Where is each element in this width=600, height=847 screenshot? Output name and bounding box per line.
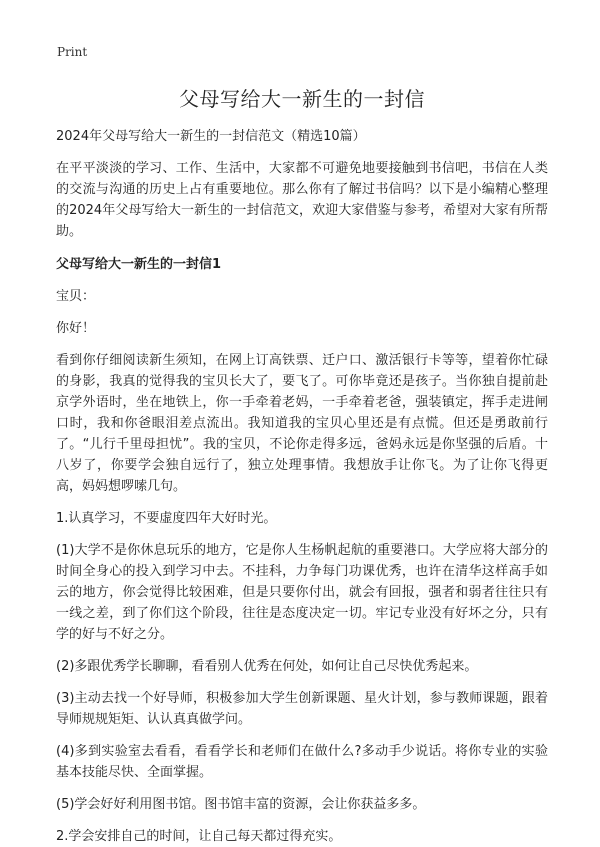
point-1-item-2: (2)多跟优秀学长聊聊，看看别人优秀在何处，如何让自己尽快优秀起来。 <box>56 659 478 674</box>
point-2-heading: 2.学会安排自己的时间，让自己每天都过得充实。 <box>56 829 342 844</box>
document-title: 父母写给大一新生的一封信 <box>179 87 425 111</box>
print-label: Print <box>57 45 88 59</box>
point-1-heading: 1.认真学习，不要虚度四年大好时光。 <box>56 511 277 526</box>
letter-salutation: 你好！ <box>56 321 96 336</box>
point-1-item-4: (4)多到实验室去看看，看看学长和老师们在做什么?多动手少说话。将你专业的实验基本技能尽快、全面掌握。 <box>56 744 548 780</box>
letter-body-paragraph: 看到你仔细阅读新生须知，在网上订高铁票、迁户口、激活银行卡等等，望着你忙碌的身影，我真的觉得我的宝贝长大了，要飞了。可你毕竟还是孩子。当你独自提前赴京学外语时，坐在地铁上，你一手牵着老妈，一手牵着老爸，强装镇定，挥手走进闸口时，我和你爸眼泪差点流出。我知道我的宝贝心里还是有点慌。但还是勇敢前行了。“儿行千里母担忧”。我的宝贝，不论你走得多远，爸妈永远是你坚强的后盾。十八岁了，你要学会独自远行了，独立处理事情。我想放手让你飞。为了让你飞得更高，妈妈想啰嗦几句。 <box>56 353 548 494</box>
document-subtitle: 2024年父母写给大一新生的一封信范文（精选10篇） <box>56 129 366 144</box>
point-1-item-3: (3)主动去找一个好导师，积极参加大学生创新课题、星火计划，参与教师课题，跟着导师规规矩矩、认认真真做学问。 <box>56 691 548 727</box>
point-1-item-5: (5)学会好好利用图书馆。图书馆丰富的资源，会让你获益多多。 <box>56 797 426 812</box>
section-heading: 父母写给大一新生的一封信1 <box>56 257 222 272</box>
point-1-item-1: (1)大学不是你休息玩乐的地方，它是你人生杨帆起航的重要港口。大学应将大部分的时间全身心的投入到学习中去。不挂科，力争每门功课优秀，也许在清华这样高手如云的地方，你会觉得比较困难，但是只要你付出，就会有回报，强者和弱者往往只有一线之差，到了你们这个阶段，往往是态度决定一切。牢记专业没有好坏之分，只有学的好与不好之分。 <box>56 543 548 642</box>
letter-greeting: 宝贝： <box>56 289 96 304</box>
intro-paragraph: 在平平淡淡的学习、工作、生活中，大家都不可避免地要接触到书信吧，书信在人类的交流与沟通的历史上占有重要地位。那么你有了解过书信吗？以下是小编精心整理的2024年父母写给大一新生的一封信范文，欢迎大家借鉴与参考，希望对大家有所帮助。 <box>56 161 548 239</box>
